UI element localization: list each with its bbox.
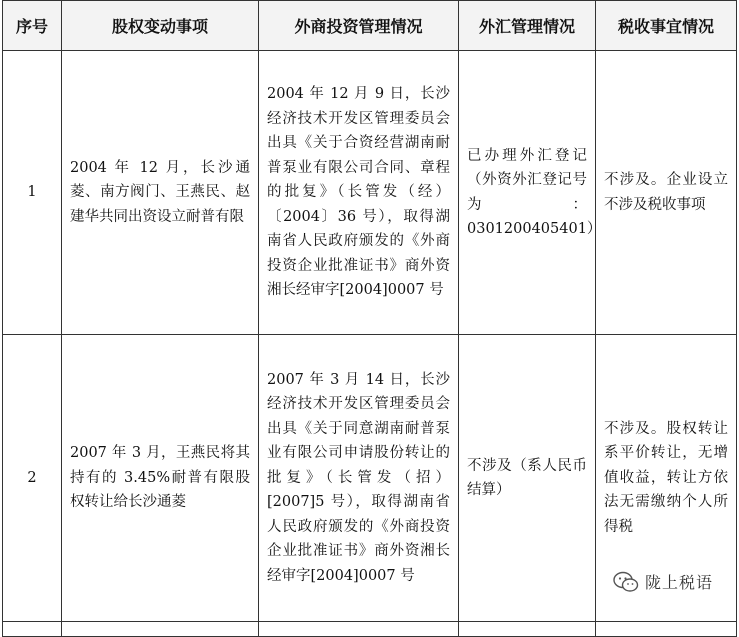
cell-change: 2007 年 3 月，王燕民将其持有的 3.45%耐普有限股权转让给长沙通菱 <box>62 335 259 622</box>
header-change: 股权变动事项 <box>62 1 259 51</box>
equity-change-table <box>2 0 737 637</box>
cell-forex: 不涉及（系人民币结算） <box>459 335 596 622</box>
watermark <box>609 568 717 595</box>
table-header-row <box>3 1 737 51</box>
cell-forex: 已办理外汇登记（外资外汇登记号为：0301200405401） <box>459 51 596 335</box>
cell-change: 2004 年 12 月，长沙通菱、南方阀门、王燕民、赵建华共同出资设立耐普有限 <box>62 51 259 335</box>
cell-tax: 不涉及。企业设立不涉及税收事项 <box>596 51 737 335</box>
header-no: 序号 <box>3 1 62 51</box>
header-fdi: 外商投资管理情况 <box>259 1 459 51</box>
cell-tax: 不涉及。股权转让系平价转让，无增值收益，转让方依法无需缴纳个人所得税 <box>596 335 737 622</box>
cell-no: 2 <box>3 335 62 622</box>
table-row-cut <box>3 622 737 637</box>
cell-fdi: 2007 年 3 月 14 日，长沙经济技术开发区管理委员会出具《关于同意湖南耐普泵业有限公司申请股份转让的批复》（长管发（招）[2007]5 号），取得湖南省人民政府颁发的《外商投资企业批准证书》商外资湘长经审字[2004]0007 号 <box>259 335 459 622</box>
header-forex: 外汇管理情况 <box>459 1 596 51</box>
wechat-icon <box>613 571 639 593</box>
table-row <box>3 51 737 335</box>
watermark-text: 陇上税语 <box>644 573 713 592</box>
cell-fdi: 2004 年 12 月 9 日，长沙经济技术开发区管理委员会出具《关于合资经营湖南耐普泵业有限公司合同、章程的批复》（长管发（经）〔2004〕36 号），取得湖南省人民政府颁发的《外商投资企业批准证书》商外资湘长经审字[2004]0007 号 <box>259 51 459 335</box>
cell-no: 1 <box>3 51 62 335</box>
header-tax: 税收事宜情况 <box>596 1 737 51</box>
